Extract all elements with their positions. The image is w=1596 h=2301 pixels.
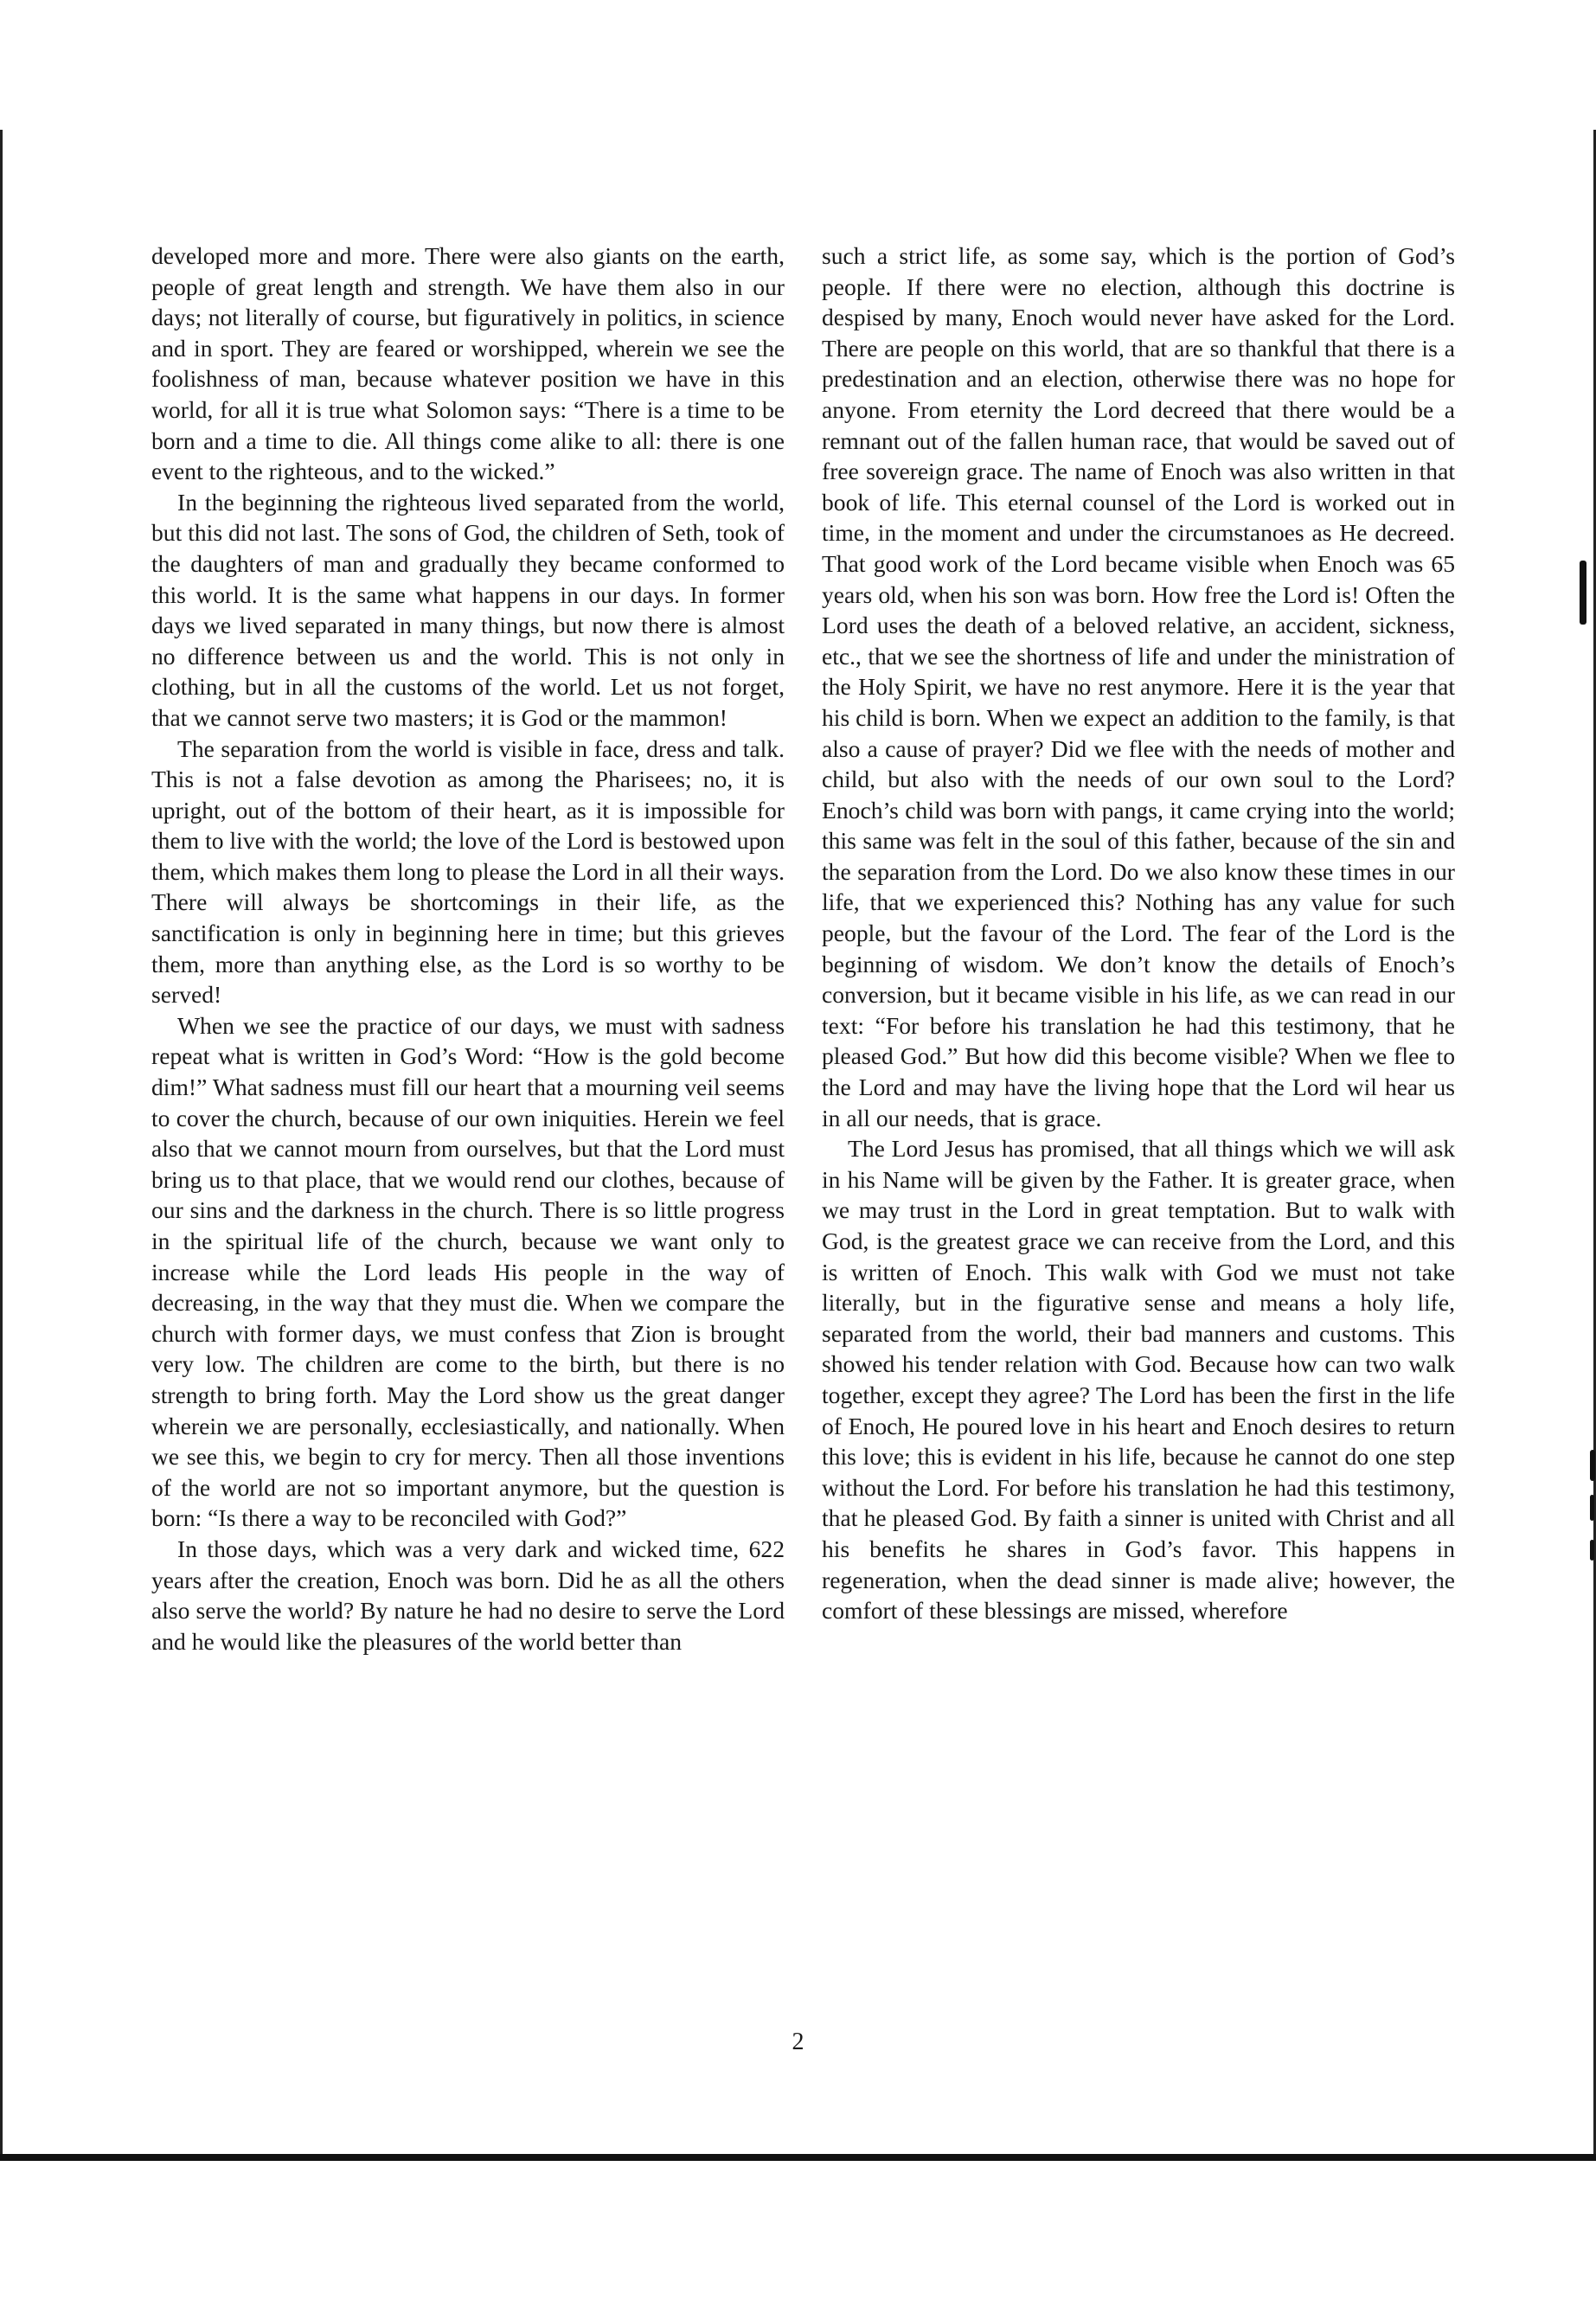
scan-top-margin — [0, 0, 1596, 130]
scan-margin-mark — [1590, 1540, 1594, 1561]
right-column — [822, 240, 1455, 1626]
scan-margin-mark — [1590, 1450, 1595, 1481]
scan-right-edge — [1584, 130, 1596, 2154]
paragraph: developed more and more. There were also giants on the earth, people of great length and strength. We have them also in our days; not literally of course, but figuratively in politics, in science and in sport. They are feared or worshipped, wherein we see the foolishness of man, because whatever position we have in this world, for all it is true what Solomon says: “There is a time to be born and a time to die. All things come alike to all: there is one event to the righteous, and to the wicked.” — [151, 242, 785, 485]
scan-margin-mark — [1590, 1495, 1594, 1521]
paragraph: When we see the practice of our days, we must with sadness repeat what is written in God’s Word: “How is the gold become dim!” What sadness must fill our heart that a mourning veil seems to cover the church, because of our own iniquities. Herein we feel also that we cannot mourn from ourselves, but that the Lord must bring us to that place, that we would rend our clothes, because of our sins and the darkness in the church. There is so little progress in the spiritual life of the church, because we want only to increase while the Lord leads His people in the way of decreasing, in the way that they must die. When we compare the church with former days, we must confess that Zion is brought very low. The children are come to the birth, but there is no strength to bring forth. May the Lord show us the great danger wherein we are personally, ecclesiastically, and nationally. When we see this, we begin to cry for mercy. Then all those inventions of the world are not so important anymore, but the question is born: “Is there a way to be reconciled with God?” — [151, 1011, 785, 1532]
scan-bottom-edge — [0, 2154, 1596, 2161]
page-number: 2 — [792, 2029, 804, 2055]
paragraph: The Lord Jesus has promised, that all things which we will ask in his Name will be given by the Father. It is greater grace, when we may trust in the Lord in great temptation. But to walk with God, is the greatest grace we can receive from the Lord, and this is written of Enoch. This walk with God we must not take literally, but in the figurative sense and means a holy life, separated from the world, their bad manners and customs. This showed his tender relation with God. Because how can two walk together, except they agree? The Lord has been the first in the life of Enoch, He poured love in his heart and Enoch desires to return this love; this is evident in his life, because he cannot do one step without the Lord. For before his translation he had this testimony, that he pleased God. By faith a sinner is united with Christ and all his benefits he shares in God’s favor. This happens in regeneration, when the dead sinner is made alive; however, the comfort of these blessings are missed, wherefore — [822, 1135, 1455, 1625]
paragraph: The separation from the world is visible in face, dress and talk. This is not a false devotion as among the Pharisees; no, it is upright, out of the bottom of their heart, as it is impossible for them to live with the world; the love of the Lord is bestowed upon them, which makes them long to please the Lord in all their ways. There will always be shortcomings in their life, as the sanctification is only in beginning here in time; but this grieves them, more than anything else, as the Lord is so worthy to be served! — [151, 734, 785, 1009]
paragraph: In those days, which was a very dark and wicked time, 622 years after the creation, Enoch was born. Did he as all the others also serve the world? By nature he had no desire to serve the Lord and he would like the pleasures of the world better than — [151, 1535, 785, 1655]
paragraph: In the beginning the righteous lived separated from the world, but this did not last. The sons of God, the children of Seth, took of the daughters of man and gradually they became conformed to this world. It is the same what happens in our days. In former days we lived separated in many things, but now there is almost no difference between us and the world. This is not only in clothing, but in all the customs of the world. Let us not forget, that we cannot serve two masters; it is God or the mammon! — [151, 488, 785, 731]
scan-margin-mark — [1580, 561, 1586, 625]
paragraph: such a strict life, as some say, which is the portion of God’s people. If there were no election, although this doctrine is despised by many, Enoch would never have asked for the Lord. There are people on this world, that are so thankful that there is a predestination and an election, otherwise there was no hope for anyone. From eternity the Lord decreed that there would be a remnant out of the fallen human race, that would be saved out of free sovereign grace. The name of Enoch was also written in that book of life. This eternal counsel of the Lord is worked out in time, in the moment and under the circumstanoes as He decreed. That good work of the Lord became visible when Enoch was 65 years old, when his son was born. How free the Lord is! Often the Lord uses the death of a beloved relative, an accident, sickness, etc., that we see the shortness of life and under the ministration of the Holy Spirit, we have no rest anymore. Here it is the year that his child is born. When we expect an addition to the family, is that also a cause of prayer? Did we flee with the needs of mother and child, but also with the needs of our own soul to the Lord? Enoch’s child was born with pangs, it came crying into the world; this same was felt in the soul of this father, because of the sin and the separation from the Lord. Do we also know these times in our life, that we experienced this? Nothing has any value for such people, but the favour of the Lord. The fear of the Lord is the beginning of wisdom. We don’t know the details of Enoch’s conversion, but it became visible in his life, as we can read in our text: “For before his translation he had this testimony, that he pleased God.” But how did this become visible? When we flee to the Lord and may have the living hope that the Lord wil hear us in all our needs, that is grace. — [822, 242, 1455, 1131]
scan-left-edge — [0, 130, 16, 2154]
left-column — [151, 240, 785, 1657]
